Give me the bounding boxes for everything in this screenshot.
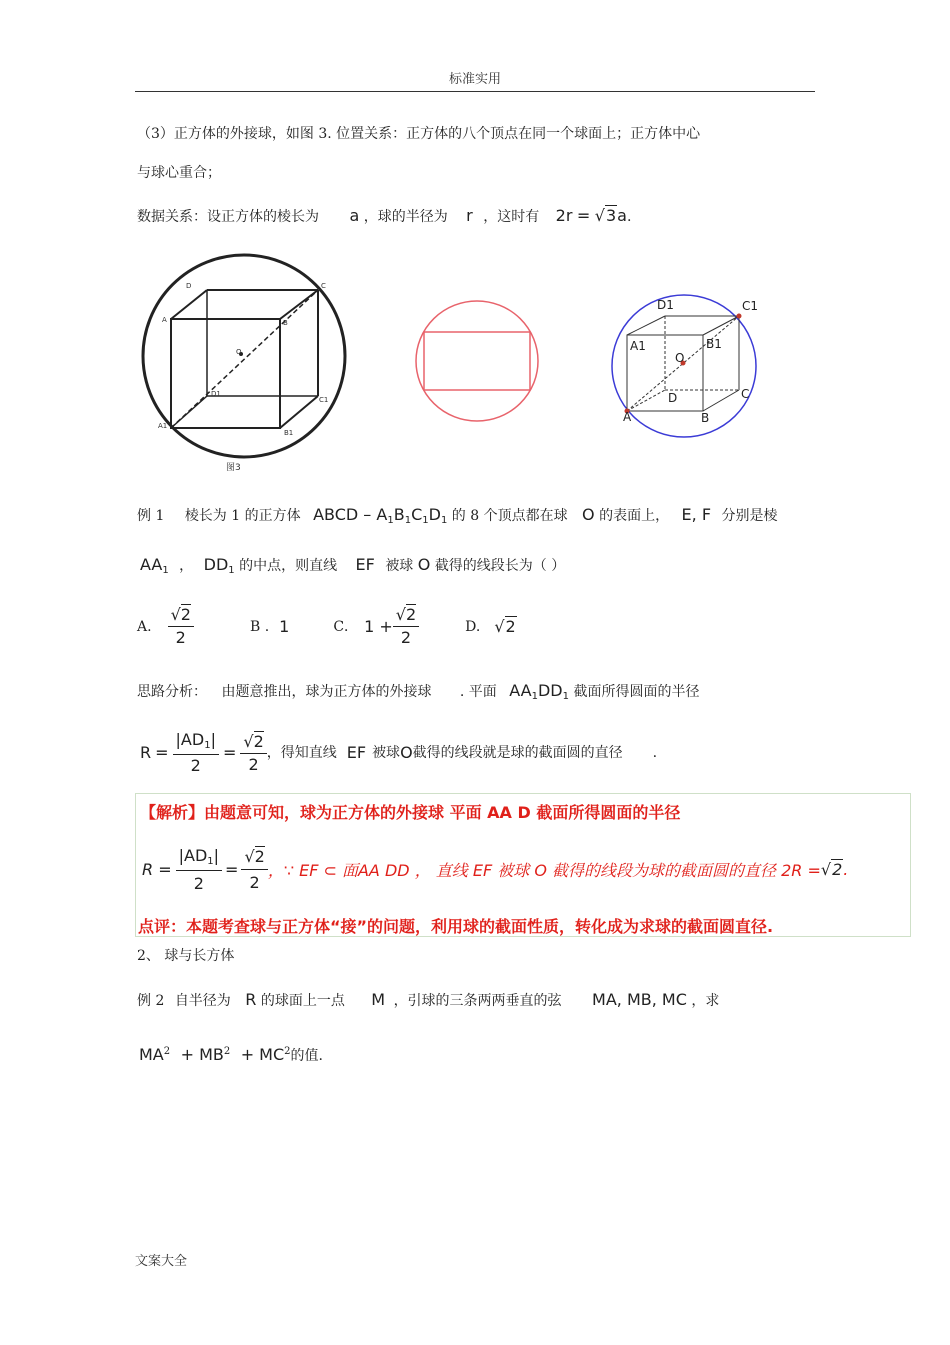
analysis-ef: EF <box>346 743 367 762</box>
data-mid: ，球的半径为 <box>363 209 448 225</box>
analysis-text3: 截面所得圆面的半径 <box>573 684 700 700</box>
option-a-label: A. <box>137 618 152 635</box>
example1-text2: 的 8 个顶点都在球 <box>451 508 568 524</box>
eq-sign: = <box>576 206 591 225</box>
chords: MA, MB, MC <box>592 990 687 1009</box>
example1-label: 例 1 <box>137 508 165 524</box>
para1-line2: 与球心重合； <box>137 165 221 181</box>
example1-text4: 分别是棱 <box>721 508 778 524</box>
analysis-line2: R = $\frac{|AD_1|}{2}$ = $\frac{√2}{2}$ ，得知直线 EF 被球 O 截得的线段就是球的截面圆的直径 . <box>140 730 658 775</box>
radius-R: R <box>245 990 257 1009</box>
example1-text7: 截得的线段长为（ ） <box>434 558 566 574</box>
example2-line2: $MA^2 + MB^2 + MC^2$的值. <box>139 1045 323 1064</box>
var-a: a <box>349 206 360 225</box>
eq-end: . <box>626 209 632 225</box>
header-rule <box>135 91 815 92</box>
analysis-line1 <box>137 683 699 702</box>
data-prefix: 数据关系：设正方体的棱长为 <box>137 209 319 225</box>
cube-front-face <box>171 319 280 428</box>
data-mid2: ，这时有 <box>483 209 540 225</box>
solution-line2: R = $\frac{|AD_1|}{2}$ = $\frac{√2}{2}$ ，∵ EF ⊂ 面AA DD ， 直线 EF 被球 O 截得的线段为球的截面圆的直径 2R = √2 . <box>142 846 849 893</box>
analysis-text6: 截得的线段就是球的截面圆的直径 <box>412 745 623 761</box>
options-row <box>137 607 517 646</box>
points-ef: E, F <box>681 505 712 524</box>
example2-line1: 例 2 自半径为 R 的球面上一点 M ，引球的三条两两垂直的弦 MA, MB, MC ，求 <box>137 990 720 1009</box>
analysis-text1: 由题意推出，球为正方体的外接球 <box>221 684 432 700</box>
edge-aa1: $AA_1$ <box>140 555 169 576</box>
red-circle <box>416 301 538 421</box>
analysis-o: O <box>400 743 413 762</box>
sphere-o-2: O <box>417 555 431 574</box>
option-d-value: √2 <box>494 616 516 636</box>
term-mb: + MB <box>180 1045 224 1064</box>
solution-line3: 点评：本题考查球与正方体“接”的问题，利用球的截面性质，转化成为求球的截面圆直径. <box>138 917 774 936</box>
term-ma: MA <box>139 1045 164 1064</box>
fig3-label-a: A <box>623 410 632 424</box>
fig3-label-c1: C1 <box>742 299 759 313</box>
fig1-label-o: O <box>236 348 242 356</box>
fig3-label-b: B <box>701 411 710 425</box>
example1-text3: 的表面上， <box>599 508 670 524</box>
analysis-label: 思路分析： <box>137 684 207 700</box>
example2-label: 例 2 <box>137 993 165 1009</box>
fig3-label-o: O <box>675 351 685 365</box>
fig3-label-b1: B1 <box>706 337 722 351</box>
example1-text5: 的中点，则直线 <box>239 558 338 574</box>
fig3-label-c: C <box>741 387 750 401</box>
eq-lhs: 2r <box>555 206 573 225</box>
term-mc: + MC <box>240 1045 285 1064</box>
fig1-label-d: D <box>186 282 192 290</box>
page-footer: 文案大全 <box>135 1254 188 1269</box>
page-header: 标准实用 <box>448 72 501 87</box>
option-a-value: $\frac{√2}{2}$ <box>168 607 194 646</box>
example1-line2: $AA_1$ ， $DD_1$ 的中点，则直线 EF 被球 O 截得的线段长为（ ） <box>140 555 566 576</box>
solution-box <box>135 793 911 937</box>
fig3-label-d: D <box>668 391 678 405</box>
fig1-label-b: B <box>283 319 288 327</box>
point-m: M <box>371 990 386 1009</box>
fraction-ad1: $\frac{|AD_1|}{2}$ <box>173 732 219 774</box>
radius-r: R <box>140 743 152 762</box>
var-r: r <box>466 206 473 225</box>
option-c-label: C． <box>333 618 359 635</box>
analysis-text2: . 平面 <box>459 684 497 700</box>
figure-cube-in-sphere <box>138 250 350 482</box>
fig1-label-b1: B1 <box>284 429 294 437</box>
fig1-caption: 图3 <box>226 463 241 473</box>
solution-line1: 【解析】由题意可知，球为正方体的外接球 平面 AA D 截面所得圆面的半径 <box>140 803 681 822</box>
option-c-prefix: 1 + <box>364 616 393 636</box>
data-relation-line <box>137 208 631 224</box>
example1-text1: 棱长为 1 的正方体 <box>184 508 301 524</box>
figure-cube-in-blue-circle <box>605 290 775 440</box>
option-d-label: D. <box>465 618 481 635</box>
fig3-label-d1: D1 <box>657 298 674 312</box>
eq-tail: a <box>617 206 627 225</box>
sqrt3: √3 <box>594 206 617 225</box>
fig3-label-a1: A1 <box>630 339 646 353</box>
cube-diagonal <box>171 290 318 428</box>
analysis-text4: ，得知直线 <box>266 745 337 761</box>
section2-title: 2、 球与长方体 <box>137 948 235 964</box>
option-c-fraction: $\frac{√2}{2}$ <box>393 607 419 646</box>
fig1-label-c: C <box>321 282 326 290</box>
example1-line1 <box>137 507 777 526</box>
edge-dd1: $DD_1$ <box>203 555 235 576</box>
plane-name: $AA_1DD_1$ <box>509 681 569 702</box>
option-b-label: B . <box>249 618 270 635</box>
fraction-root2: $\frac{√2}{2}$ <box>240 734 266 773</box>
sphere-o: O <box>582 505 595 524</box>
fig1-label-a: A <box>162 316 167 324</box>
fig1-label-d1: D1 <box>211 390 221 398</box>
option-b-value: 1 <box>279 616 290 636</box>
analysis-text5: 被球 <box>372 745 401 761</box>
fig1-label-c1: C1 <box>319 396 329 404</box>
figure-cross-section <box>412 298 542 424</box>
cube-name: ABCD – $A_1B_1C_1D_1$ <box>313 505 448 526</box>
example1-text6: 被球 <box>385 558 414 574</box>
fig1-label-a1: A1 <box>158 422 168 430</box>
para1-line1: （3）正方体的外接球，如图 3. 位置关系：正方体的八个顶点在同一个球面上；正方体中心 <box>137 126 701 142</box>
line-ef: EF <box>355 555 375 574</box>
red-rectangle <box>424 332 530 390</box>
